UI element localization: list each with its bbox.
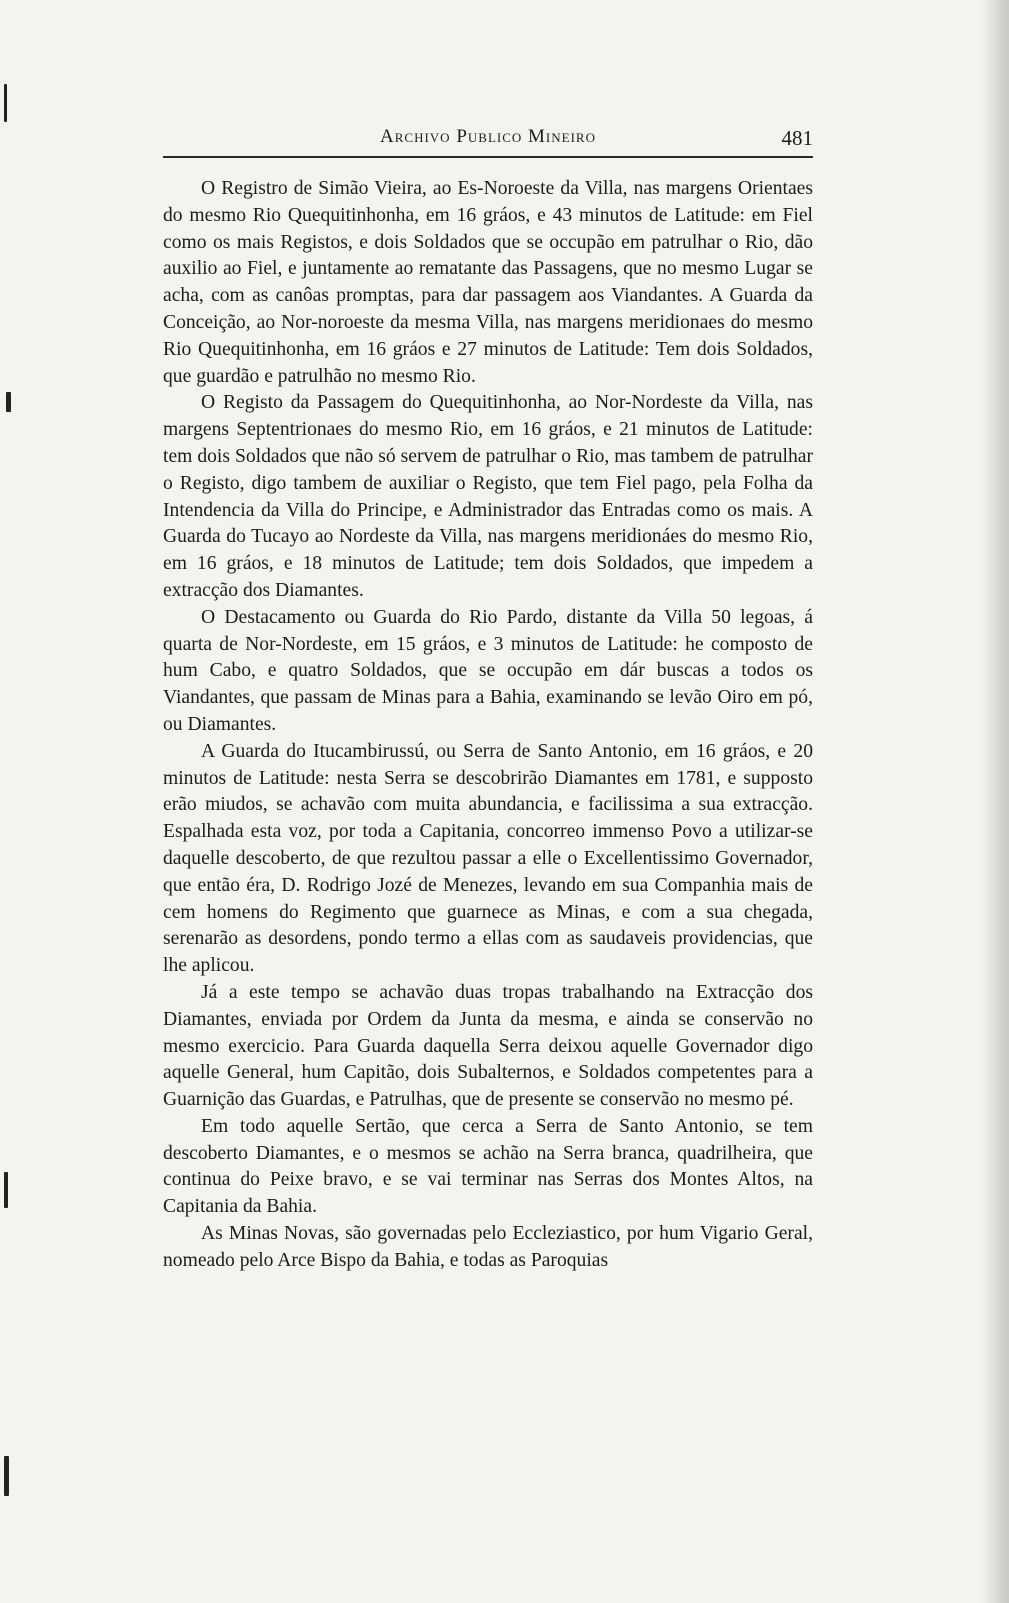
paragraph: A Guarda do Itucambirussú, ou Serra de Santo Antonio, em 16 gráos, e 20 minutos de Latitude: nesta Serra se descobrirão Diamantes em 1781, e supposto erão miudos, se achavão com muita abundancia, e facilissima a sua extracção. Espalhada esta voz, por toda a Capitania, concorreo immenso Povo a utilizar-se daquelle descoberto, de que rezultou passar a elle o Excellentissimo Governador, que então éra, D. Rodrigo Jozé de Menezes, levando em sua Companhia mais de cem homens do Regimento que guarnece as Minas, e com a sua chegada, serenarão as desordens, pondo termo a ellas com as saudaveis providencias, que lhe aplicou.: [163, 740, 813, 977]
margin-mark: [4, 1456, 9, 1496]
header-rule: [163, 156, 813, 158]
page-number: 481: [781, 126, 813, 150]
paragraph: As Minas Novas, são governadas pelo Eccleziastico, por hum Vigario Geral, nomeado pelo Arce Bispo da Bahia, e todas as Paroquias: [163, 1223, 813, 1271]
body-text: [163, 176, 813, 1275]
paragraph: Já a este tempo se achavão duas tropas trabalhando na Extracção dos Diamantes, enviada por Ordem da Junta da mesma, e ainda se conservão no mesmo exercicio. Para Guarda daquella Serra deixou aquelle Governador digo aquelle General, hum Capitão, dois Subalternos, e Soldados competentes para a Guarnição das Guardas, e Patrulhas, que de presente se conservão no mesmo pé.: [163, 981, 813, 1111]
running-head: Archivo Publico Mineiro: [380, 126, 596, 147]
paragraph: O Registro de Simão Vieira, ao Es-Noroeste da Villa, nas margens Orientaes do mesmo Rio Quequitinhonha, em 16 gráos, e 43 minutos de Latitude: em Fiel como os mais Registos, e dois Soldados que se occupão em patrulhar o Rio, dão auxilio ao Fiel, e juntamente ao rematante das Passagens, que no mesmo Lugar se acha, com as canôas promptas, para dar passagem aos Viandantes. A Guarda da Conceição, ao Nor-noroeste da mesma Villa, nas margens meridionaes do mesmo Rio Quequitinhonha, em 16 gráos e 27 minutos de Latitude: Tem dois Soldados, que guardão e patrulhão no mesmo Rio.: [163, 178, 813, 387]
paragraph: O Destacamento ou Guarda do Rio Pardo, distante da Villa 50 legoas, á quarta de Nor-Nordeste, em 15 gráos, e 3 minutos de Latitude: he composto de hum Cabo, e quatro Soldados, que se occupão em dár buscas a todos os Viandantes, que passam de Minas para a Bahia, examinando se levão Oiro em pó, ou Diamantes.: [163, 606, 813, 735]
paragraph: Em todo aquelle Sertão, que cerca a Serra de Santo Antonio, se tem descoberto Diamantes, e o mesmos se achão na Serra branca, quadrilheira, que continua do Peixe bravo, e se vai terminar nas Serras dos Montes Altos, na Capitania da Bahia.: [163, 1115, 813, 1218]
page-header: [163, 126, 813, 156]
margin-mark: [6, 392, 11, 412]
page-edge-shadow: [981, 0, 1009, 1603]
paragraph: O Registo da Passagem do Quequitinhonha, ao Nor-Nordeste da Villa, nas margens Septentrionaes do mesmo Rio, em 16 gráos, e 21 minutos de Latitude: tem dois Soldados que não só servem de patrulhar o Rio, mas tambem de patrulhar o Registo, digo tambem de auxiliar o Registo, que tem Fiel pago, pela Folha da Intendencia da Villa do Principe, e Administrador das Entradas como os mais. A Guarda do Tucayo ao Nordeste da Villa, nas margens meridionáes do mesmo Rio, em 16 gráos, e 18 minutos de Latitude; tem dois Soldados, que impedem a extracção dos Diamantes.: [163, 392, 813, 601]
margin-mark: [4, 1172, 8, 1208]
margin-mark: [4, 84, 7, 122]
